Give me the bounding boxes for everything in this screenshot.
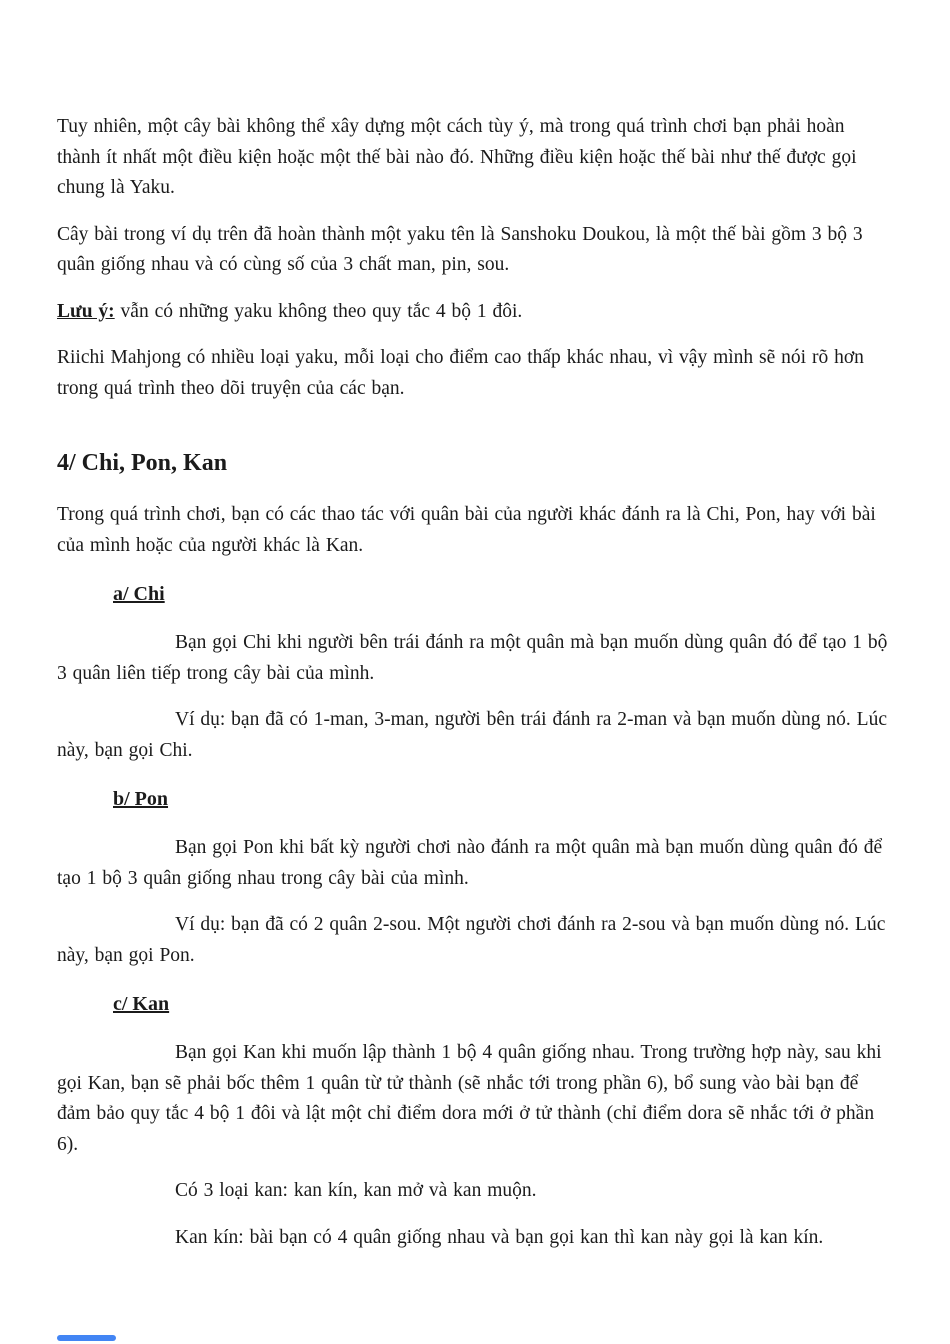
note-label: Lưu ý:	[57, 300, 115, 322]
paragraph-kan-types: Có 3 loại kan: kan kín, kan mở và kan muộn.	[175, 1180, 537, 1201]
paragraph-intro-3: Riichi Mahjong có nhiều loại yaku, mỗi loại cho điểm cao thấp khác nhau, vì vậy mình sẽ nói rõ hơn trong quá trình theo dõi truyện của các bạn.	[57, 347, 864, 399]
paragraph-pon-example: Ví dụ: bạn đã có 2 quân 2-sou. Một người chơi đánh ra 2-sou và bạn muốn dùng nó. Lúc này, bạn gọi Pon.	[57, 914, 886, 966]
paragraph-kan-1: Bạn gọi Kan khi muốn lập thành 1 bộ 4 quân giống nhau. Trong trường hợp này, sau khi gọi Kan, bạn sẽ phải bốc thêm 1 quân từ tử thành (sẽ nhắc tới trong phần 6), bổ sung vào bài bạn để đảm bảo quy tắc 4 bộ 1 đôi và lật một chỉ điểm dora mới ở tử thành (chỉ điểm dora sẽ nhắc tới ở phần 6).	[57, 1042, 882, 1155]
subsection-heading-pon: b/ Pon	[113, 788, 169, 810]
paragraph-chi-example: Ví dụ: bạn đã có 1-man, 3-man, người bên trái đánh ra 2-man và bạn muốn dùng nó. Lúc này, bạn gọi Chi.	[57, 709, 887, 761]
paragraph-pon-1: Bạn gọi Pon khi bất kỳ người chơi nào đánh ra một quân mà bạn muốn dùng quân đó để tạo 1 bộ 3 quân giống nhau trong cây bài của mình.	[57, 837, 883, 889]
paragraph-kan-closed: Kan kín: bài bạn có 4 quân giống nhau và bạn gọi kan thì kan này gọi là kan kín.	[175, 1226, 824, 1248]
paragraph-note	[57, 297, 893, 328]
note-text: vẫn có những yaku không theo quy tắc 4 bộ 1 đôi.	[114, 300, 523, 322]
subsection-heading-chi: a/ Chi	[113, 583, 165, 605]
paragraph-intro-1: Tuy nhiên, một cây bài không thể xây dựng một cách tùy ý, mà trong quá trình chơi bạn phải hoàn thành ít nhất một điều kiện hoặc một thế bài nào đó. Những điều kiện hoặc thế bài như thế được gọi chung là Yaku.	[57, 116, 857, 198]
subsection-heading-kan: c/ Kan	[113, 993, 170, 1015]
paragraph-chi-1: Bạn gọi Chi khi người bên trái đánh ra một quân mà bạn muốn dùng quân đó để tạo 1 bộ 3 quân liên tiếp trong cây bài của mình.	[57, 632, 888, 684]
section-heading: 4/ Chi, Pon, Kan	[57, 450, 228, 476]
paragraph-intro-2: Cây bài trong ví dụ trên đã hoàn thành một yaku tên là Sanshoku Doukou, là một thế bài gồm 3 bộ 3 quân giống nhau và có cùng số của 3 chất man, pin, sou.	[57, 223, 863, 275]
paragraph-section-intro: Trong quá trình chơi, bạn có các thao tác với quân bài của người khác đánh ra là Chi, Pon, hay với bài của mình hoặc của người khác là Kan.	[57, 504, 876, 556]
footer-indicator-bar	[57, 1335, 116, 1341]
